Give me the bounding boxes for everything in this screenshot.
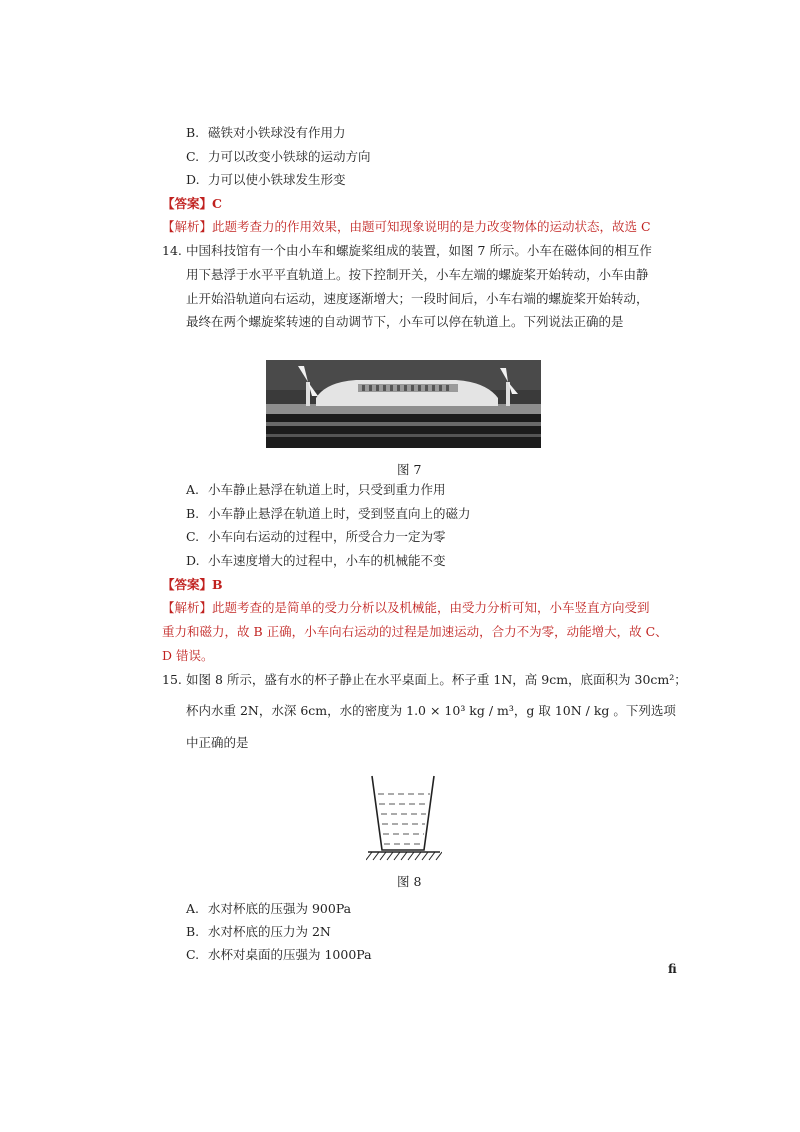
option-text: 磁铁对小铁球没有作用力 [208,125,346,140]
q15-stem-line-3: 中正确的是 [186,735,249,750]
option-letter: A. [186,482,200,497]
question-number: 14. [162,243,182,258]
q14-analysis-line-2: 重力和磁力，故 B 正确，小车向右运动的过程是加速运动，合力不为零，动能增大，故 C、 [162,624,668,639]
option-text: 力可以使小铁球发生形变 [208,172,346,187]
q14-option-d [186,553,446,569]
q15-option-a [186,901,351,917]
q14-analysis-line-3: D 错误。 [162,648,214,663]
q15-option-b [186,924,331,940]
q14-stem-line-1 [162,243,652,259]
stem-text: 中国科技馆有一个由小车和螺旋桨组成的装置，如图 7 所示。小车在磁体间的相互作 [186,243,652,258]
option-text: 力可以改变小铁球的运动方向 [208,149,371,164]
option-letter: C. [186,149,200,164]
page-corner-mark: fi [668,962,677,976]
option-letter: C. [186,947,200,962]
q13-option-d [186,172,346,188]
option-letter: B. [186,125,200,140]
q15-stem-line-1 [162,672,687,688]
q14-answer: 【答案】B [162,577,223,592]
option-text: 小车静止悬浮在轨道上时，受到竖直向上的磁力 [208,506,471,521]
option-letter: C. [186,529,200,544]
q15-option-c [186,947,372,963]
q14-option-b [186,506,471,522]
q14-option-a [186,482,446,498]
option-text: 小车速度增大的过程中，小车的机械能不变 [208,553,446,568]
option-text: 水对杯底的压力为 2N [208,924,331,939]
q13-answer: 【答案】C [162,196,222,211]
q13-analysis: 【解析】此题考查力的作用效果，由题可知现象说明的是力改变物体的运动状态，故选 C [162,219,651,234]
option-letter: B. [186,924,200,939]
stem-text: 如图 8 所示，盛有水的杯子静止在水平桌面上。杯子重 1N，高 9cm，底面积为 30cm²； [186,672,687,687]
q14-stem-line-3: 止开始沿轨道向右运动，速度逐渐增大；一段时间后，小车右端的螺旋桨开始转动， [186,291,649,306]
option-letter: A. [186,901,200,916]
figure-7-caption: 图 7 [397,462,422,477]
option-letter: B. [186,506,200,521]
figure-7-photo [266,360,541,448]
maglev-car-illustration [266,360,541,448]
q13-option-b [186,125,346,141]
figure-8-cup-diagram [366,772,442,864]
option-text: 小车向右运动的过程中，所受合力一定为零 [208,529,446,544]
q13-option-c [186,149,371,165]
figure-8-caption: 图 8 [397,874,422,889]
q14-stem-line-4: 最终在两个螺旋桨转速的自动调节下，小车可以停在轨道上。下列说法正确的是 [186,314,624,329]
q14-stem-line-2: 用下悬浮于水平平直轨道上。按下控制开关，小车左端的螺旋桨开始转动，小车由静 [186,267,649,282]
q14-option-c [186,529,446,545]
q15-stem-line-2: 杯内水重 2N，水深 6cm，水的密度为 1.0 × 10³ kg / m³，g 取 10N / kg 。下列选项 [186,703,676,718]
option-text: 水杯对桌面的压强为 1000Pa [208,947,372,962]
option-text: 小车静止悬浮在轨道上时，只受到重力作用 [208,482,446,497]
q14-analysis-line-1: 【解析】此题考查的是简单的受力分析以及机械能，由受力分析可知，小车竖直方向受到 [162,600,650,615]
option-text: 水对杯底的压强为 900Pa [208,901,352,916]
question-number: 15. [162,672,182,687]
option-letter: D. [186,172,200,187]
option-letter: D. [186,553,200,568]
